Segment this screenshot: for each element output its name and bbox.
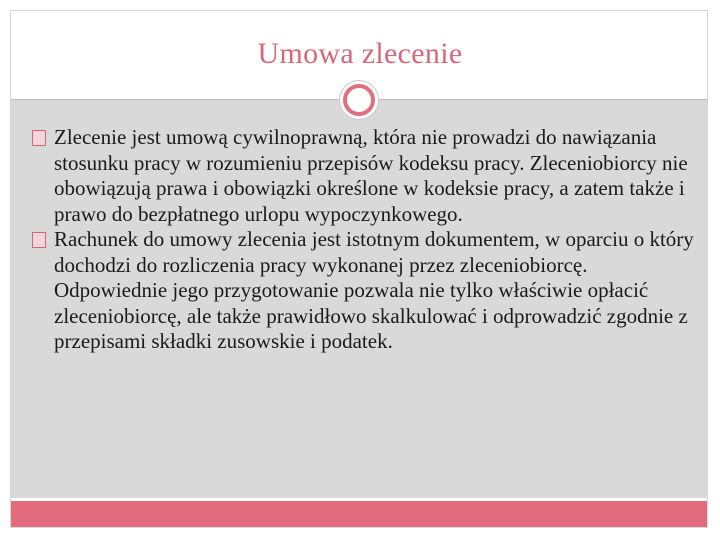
bullet-item (32, 125, 700, 227)
ring-icon (343, 84, 375, 116)
bullet-item (32, 227, 700, 355)
bullet-text: Rachunek do umowy zlecenia jest istotnym dokumentem, w oparciu o który dochodzi do rozliczenia pracy wykonanej przez zleceniobiorcę. Odpowiednie jego przygotowanie pozwala nie tylko właściwie opłacić zleceniobiorcę, ale także prawidłowo skalkulować i odprowadzić zgodnie z przepisami składki zusowskie i podatek. (54, 227, 694, 353)
footer-accent-bar (11, 501, 707, 527)
slide-title: Umowa zlecenie (257, 37, 463, 70)
bullet-marker-icon (32, 130, 46, 146)
bullet-marker-icon (32, 232, 46, 248)
bullet-list (32, 125, 700, 355)
bullet-text: Zlecenie jest umową cywilnoprawną, która nie prowadzi do nawiązania stosunku pracy w rozumieniu przepisów kodeksu pracy. Zleceniobiorcy nie obowiązują prawa i obowiązki określone w kodeksie pracy, a zatem także i prawo do bezpłatnego urlopu wypoczynkowego. (54, 125, 688, 226)
